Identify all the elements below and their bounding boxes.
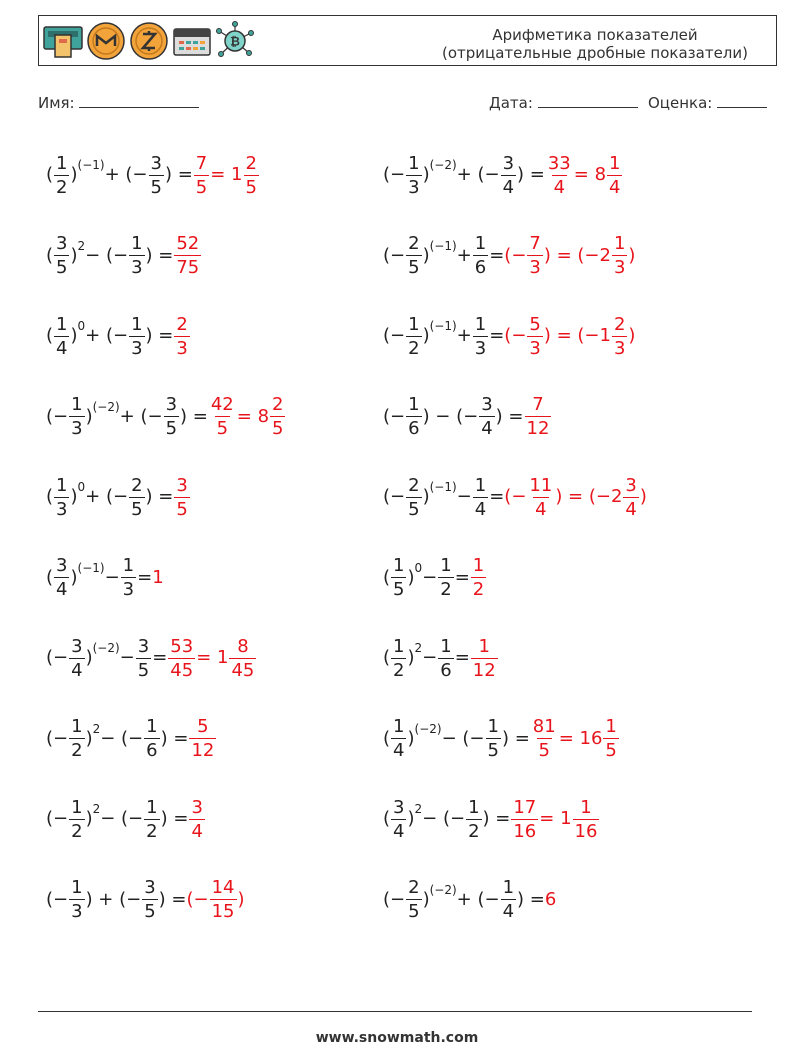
footer-divider	[38, 1011, 752, 1012]
exponent: 2	[92, 721, 101, 736]
problem-10: (− $\frac{2}{5}$ ) (−1) − $\frac{1}{4}$ = (− $\frac{11}{4}$ ) = (−2 $\frac{3}{4}$ )	[383, 474, 647, 520]
answer: (− $\frac{14}{15}$ )	[186, 877, 245, 922]
problem-17: (− $\frac{1}{2}$ ) 2 − (− $\frac{1}{2}$ ) = $\frac{3}{4}$	[46, 789, 206, 849]
fraction: $\frac{2}{3}$	[176, 313, 188, 359]
svg-text:₿: ₿	[230, 34, 240, 49]
problem-19: (− $\frac{1}{3}$ ) + (− $\frac{3}{5}$ ) = (− $\frac{14}{15}$ )	[46, 877, 245, 922]
fraction: $\frac{3}{5}$	[137, 635, 150, 681]
exponent: (−2)	[92, 641, 120, 655]
name-blank[interactable]	[79, 93, 199, 108]
exponent: (−1)	[429, 480, 457, 494]
fraction: $\frac{3}{5}$	[176, 474, 188, 520]
fraction: $\frac{1}{16}$	[574, 796, 598, 842]
answer: $\frac{53}{45}$ = 1 $\frac{8}{45}$	[170, 635, 255, 681]
problem-8: (− $\frac{1}{6}$ ) − (− $\frac{3}{4}$ ) = $\frac{7}{12}$	[383, 387, 552, 447]
fraction: $\frac{1}{2}$	[56, 152, 68, 198]
fraction: $\frac{1}{3}$	[71, 877, 83, 922]
fraction: $\frac{3}{5}$	[165, 394, 178, 439]
fraction: $\frac{3}{5}$	[150, 152, 162, 198]
exponent: 0	[77, 319, 86, 333]
fraction: $\frac{2}{5}$	[408, 474, 420, 520]
date-label: Дата:	[489, 94, 533, 112]
problem-18: ( $\frac{3}{4}$ ) 2 − (− $\frac{1}{2}$ ) = $\frac{17}{16}$ = 1 $\frac{1}{16}$	[383, 789, 600, 849]
fraction: $\frac{1}{2}$	[468, 796, 480, 842]
footer-url: www.snowmath.com	[315, 1030, 479, 1046]
fraction: $\frac{1}{6}$	[408, 394, 420, 439]
grade-field[interactable]	[648, 93, 767, 112]
problem-2: (− $\frac{1}{3}$ ) (−2) + (− $\frac{3}{4}$ ) = $\frac{33}{4}$ = 8 $\frac{1}{4}$	[383, 145, 623, 205]
fraction: $\frac{2}{5}$	[408, 233, 420, 278]
problem-16: ( $\frac{1}{4}$ ) (−2) − (− $\frac{1}{5}$ ) = $\frac{81}{5}$ = 16 $\frac{1}{5}$	[383, 709, 620, 769]
problem-7: (− $\frac{1}{3}$ ) (−2) + (− $\frac{3}{5}$ ) = $\frac{42}{5}$ = 8 $\frac{2}{5}$	[46, 387, 286, 447]
fraction: $\frac{1}{4}$	[56, 313, 68, 359]
answer	[470, 555, 487, 600]
exponent: 2	[92, 802, 101, 816]
exponent: 0	[414, 560, 423, 575]
monero-coin-icon	[86, 21, 126, 61]
exponent: (−1)	[429, 319, 457, 333]
answer	[173, 475, 190, 520]
exponent: (−2)	[414, 721, 442, 736]
fraction: $\frac{1}{2}$	[440, 555, 452, 600]
fraction: $\frac{1}{3}$	[408, 152, 420, 198]
answer	[524, 394, 553, 439]
fraction: $\frac{1}{2}$	[71, 716, 83, 761]
fraction: $\frac{1}{2}$	[408, 313, 420, 359]
answer	[188, 716, 217, 761]
problem-4: (− $\frac{2}{5}$ ) (−1) + $\frac{1}{6}$ = (− $\frac{7}{3}$ ) = (−2 $\frac{1}{3}$ )	[383, 233, 636, 278]
answer: 1	[152, 566, 164, 588]
fraction: $\frac{3}{4}$	[625, 474, 637, 520]
problem-3: ( $\frac{3}{5}$ ) 2 − (− $\frac{1}{3}$ ) = $\frac{52}{75}$	[46, 226, 202, 286]
title-line-1: Арифметика показателей	[492, 26, 698, 44]
date-field[interactable]	[489, 93, 638, 112]
fraction: $\frac{2}{5}$	[131, 474, 143, 520]
bitcoin-network-icon	[215, 21, 255, 61]
atm-icon	[43, 23, 83, 59]
fraction: $\frac{53}{45}$	[170, 635, 194, 681]
name-field[interactable]	[38, 93, 199, 112]
fraction: $\frac{3}{4}$	[502, 152, 515, 198]
fraction: $\frac{3}{4}$	[481, 394, 493, 439]
fraction: $\frac{1}{3}$	[71, 394, 83, 439]
grade-label: Оценка:	[648, 94, 713, 112]
fraction: $\frac{2}{5}$	[245, 152, 257, 198]
fraction: $\frac{5}{12}$	[191, 716, 215, 761]
fraction: $\frac{2}{3}$	[613, 313, 626, 359]
worksheet-header	[38, 15, 777, 66]
answer: (− $\frac{5}{3}$ ) = (−1 $\frac{2}{3}$ )	[504, 313, 636, 359]
fraction: $\frac{1}{2}$	[71, 796, 83, 842]
answer	[470, 636, 499, 681]
exponent: 0	[77, 480, 86, 494]
fraction: $\frac{3}{4}$	[393, 796, 405, 842]
name-label: Имя:	[38, 94, 75, 112]
fraction: $\frac{1}{5}$	[605, 716, 617, 761]
exponent: (−1)	[77, 560, 105, 575]
answer: $\frac{7}{5}$ = 1 $\frac{2}{5}$	[195, 152, 257, 198]
answer: $\frac{33}{4}$ = 8 $\frac{1}{4}$	[547, 152, 621, 198]
fraction: $\frac{1}{3}$	[613, 233, 626, 278]
fraction: $\frac{1}{6}$	[440, 635, 452, 681]
fraction: $\frac{1}{6}$	[474, 233, 487, 278]
answer	[188, 797, 205, 842]
problem-14: ( $\frac{1}{2}$ ) 2 − $\frac{1}{6}$ = $\frac{1}{12}$	[383, 628, 499, 688]
fraction: $\frac{8}{45}$	[231, 635, 255, 681]
fraction: $\frac{1}{4}$	[393, 716, 405, 761]
fraction: $\frac{7}{3}$	[529, 233, 541, 278]
worksheet-title	[442, 26, 748, 62]
answer: $\frac{42}{5}$ = 8 $\frac{2}{5}$	[210, 394, 284, 439]
fraction: $\frac{1}{2}$	[472, 555, 485, 600]
exponent: (−2)	[92, 399, 120, 414]
fraction: $\frac{1}{3}$	[131, 313, 143, 359]
exponent: 2	[77, 238, 86, 253]
fraction: $\frac{1}{6}$	[146, 716, 158, 761]
fraction: $\frac{1}{4}$	[609, 152, 621, 198]
fraction: $\frac{2}{5}$	[408, 877, 420, 922]
fraction: $\frac{11}{4}$	[529, 474, 553, 520]
fraction: $\frac{1}{4}$	[502, 877, 515, 922]
fraction: $\frac{3}{4}$	[71, 635, 83, 681]
fraction: $\frac{3}{5}$	[56, 233, 68, 278]
fraction: $\frac{3}{4}$	[56, 555, 68, 600]
problem-1: ( $\frac{1}{2}$ ) (−1) + (− $\frac{3}{5}$ ) = $\frac{7}{5}$ = 1 $\frac{2}{5}$	[46, 145, 260, 205]
fraction: $\frac{5}{3}$	[529, 313, 541, 359]
problem-13: (− $\frac{3}{4}$ ) (−2) − $\frac{3}{5}$ = $\frac{53}{45}$ = 1 $\frac{8}{45}$	[46, 628, 257, 688]
date-blank[interactable]	[538, 93, 638, 108]
fraction: $\frac{1}{12}$	[472, 635, 496, 681]
fraction: $\frac{2}{5}$	[272, 394, 284, 439]
fraction: $\frac{3}{4}$	[191, 796, 203, 842]
grade-blank[interactable]	[717, 93, 767, 108]
answer: $\frac{17}{16}$ = 1 $\frac{1}{16}$	[513, 796, 598, 842]
fraction: $\frac{1}{3}$	[122, 555, 135, 600]
problem-5: ( $\frac{1}{4}$ ) 0 + (− $\frac{1}{3}$ ) = $\frac{2}{3}$	[46, 306, 191, 366]
fraction: $\frac{1}{3}$	[56, 474, 68, 520]
answer: (− $\frac{7}{3}$ ) = (−2 $\frac{1}{3}$ )	[504, 233, 636, 278]
fraction: $\frac{1}{4}$	[474, 474, 487, 520]
answer: $\frac{81}{5}$ = 16 $\frac{1}{5}$	[532, 716, 617, 761]
exponent: (−1)	[429, 238, 457, 253]
problem-9: ( $\frac{1}{3}$ ) 0 + (− $\frac{2}{5}$ ) = $\frac{3}{5}$	[46, 467, 191, 527]
fraction: $\frac{1}{5}$	[487, 716, 499, 761]
problem-15: (− $\frac{1}{2}$ ) 2 − (− $\frac{1}{6}$ ) = $\frac{5}{12}$	[46, 709, 217, 769]
fraction: $\frac{7}{12}$	[526, 394, 550, 439]
fraction: $\frac{52}{75}$	[176, 233, 200, 278]
fraction: $\frac{1}{2}$	[393, 635, 405, 681]
fraction: $\frac{14}{15}$	[211, 877, 235, 922]
fraction: $\frac{42}{5}$	[210, 394, 234, 439]
problem-11: ( $\frac{3}{4}$ ) (−1) − $\frac{1}{3}$ = 1	[46, 555, 164, 600]
fraction: $\frac{1}{2}$	[146, 796, 158, 842]
fraction: $\frac{1}{3}$	[131, 233, 143, 278]
answer	[173, 233, 202, 278]
exponent: (−2)	[429, 882, 457, 897]
exponent: 2	[414, 802, 423, 816]
answer: (− $\frac{11}{4}$ ) = (−2 $\frac{3}{4}$ )	[504, 474, 647, 520]
zcash-coin-icon	[129, 21, 169, 61]
fraction: $\frac{17}{16}$	[513, 796, 537, 842]
answer: 6	[544, 888, 557, 910]
fraction: $\frac{1}{5}$	[393, 555, 405, 600]
fraction: $\frac{81}{5}$	[532, 716, 556, 761]
exponent: (−1)	[77, 158, 105, 172]
exponent: 2	[414, 641, 423, 655]
calculator-icon	[172, 23, 212, 59]
fraction: $\frac{7}{5}$	[195, 152, 208, 198]
fraction: $\frac{3}{5}$	[144, 877, 156, 922]
fraction: $\frac{1}{3}$	[474, 313, 487, 359]
problem-20: (− $\frac{2}{5}$ ) (−2) + (− $\frac{1}{4}$ ) = 6	[383, 877, 557, 922]
answer	[173, 314, 190, 359]
title-line-2: (отрицательные дробные показатели)	[441, 44, 748, 62]
problem-6: (− $\frac{1}{2}$ ) (−1) + $\frac{1}{3}$ = (− $\frac{5}{3}$ ) = (−1 $\frac{2}{3}$ )	[383, 313, 636, 359]
fraction: $\frac{33}{4}$	[547, 152, 571, 198]
header-icons	[43, 21, 255, 61]
problem-12: ( $\frac{1}{5}$ ) 0 − $\frac{1}{2}$ = $\frac{1}{2}$	[383, 548, 487, 608]
exponent: (−2)	[429, 158, 457, 172]
